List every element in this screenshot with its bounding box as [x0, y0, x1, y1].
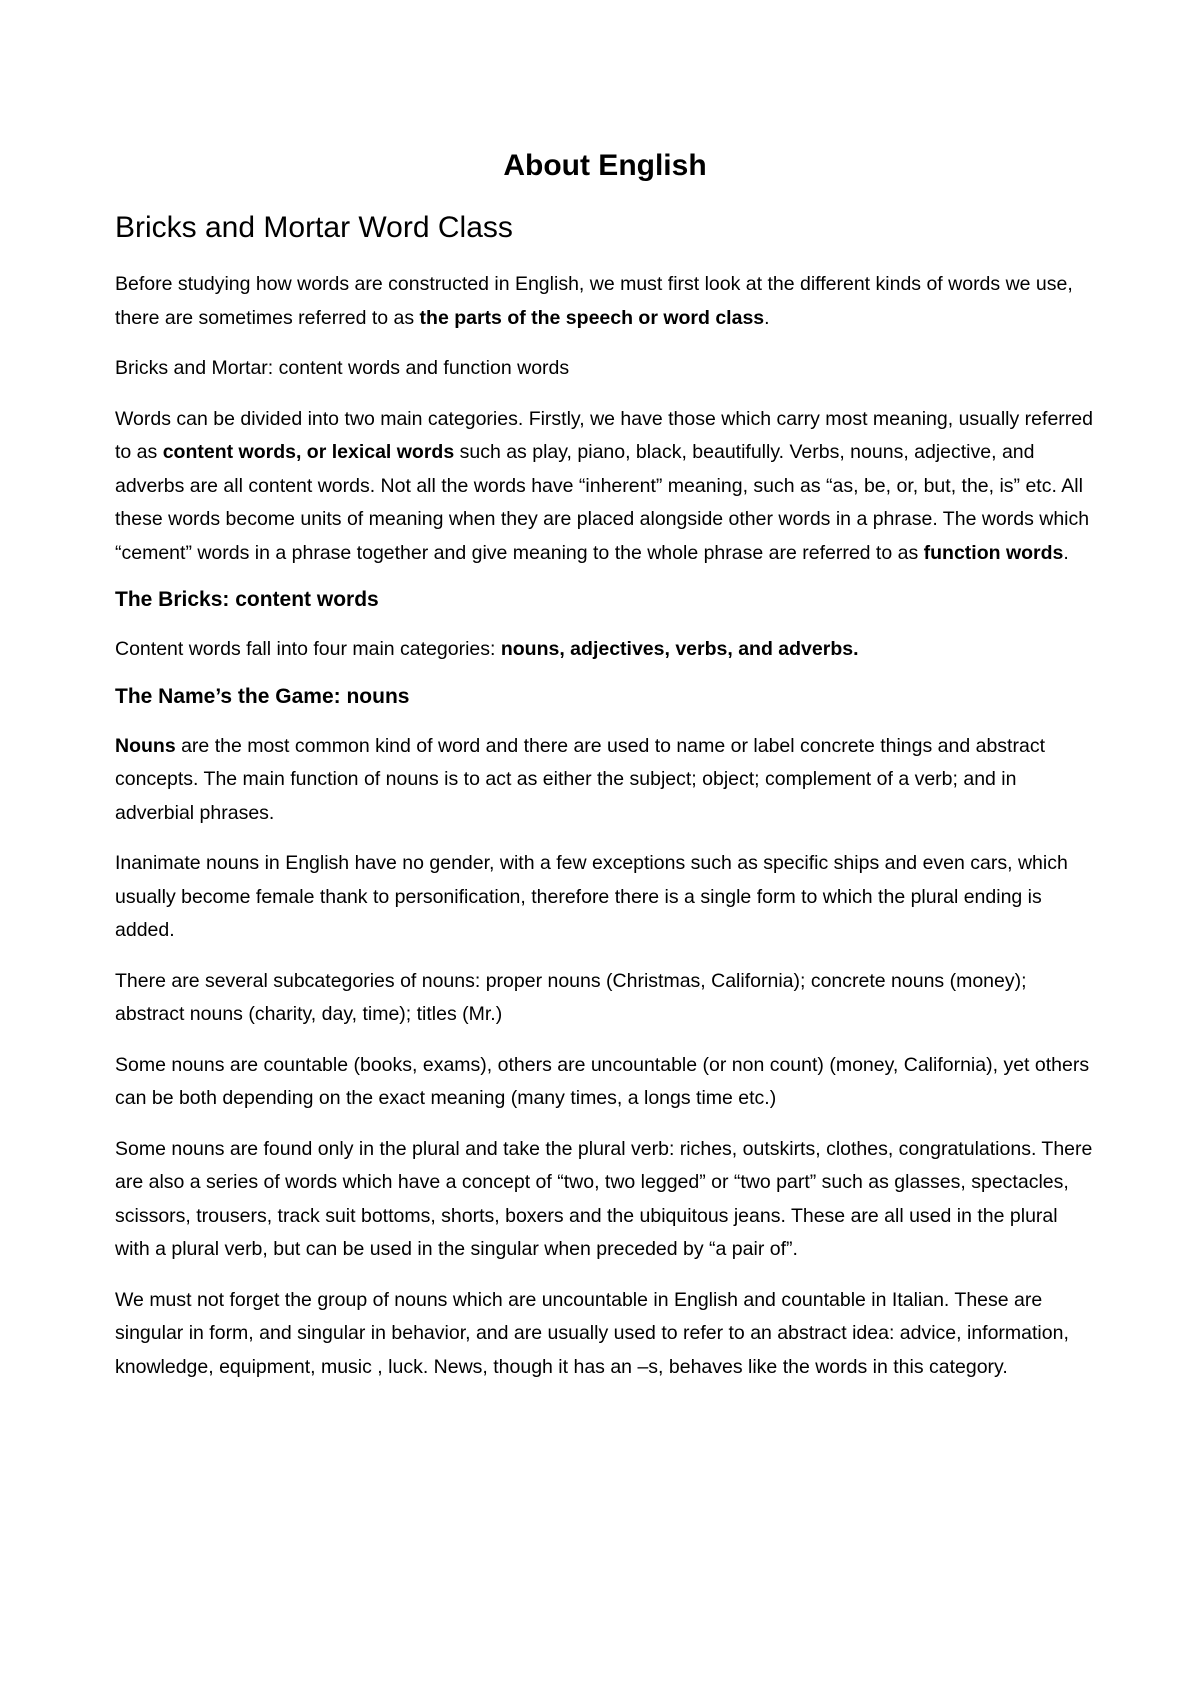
function-words-term: function words [923, 541, 1064, 564]
nouns-paragraph [115, 730, 1095, 831]
intro-text: Before studying how words are constructed in English, we must first look at the different kinds of words we use, there are sometimes referred to as [115, 273, 1073, 329]
subtitle-paragraph: Bricks and Mortar: content words and function words [115, 357, 570, 379]
plural-nouns-paragraph: Some nouns are found only in the plural and take the plural verb: riches, outskirts, clothes, congratulations. There are also a series of words which have a concept of “two, two legged” or “two part” such as glasses, spectacles, scissors, trousers, track suit bottoms, shorts, boxers and the ubiquitous jeans. These are all used in the plural with a plural verb, but can be used in the singular when preceded by “a pair of”. [115, 1137, 1093, 1260]
content-words-term: content words, or lexical words [162, 441, 455, 463]
countable-paragraph: Some nouns are countable (books, exams), others are uncountable (or non count) (money, California), yet others can be both depending on the exact meaning (many times, a longs time etc.) [115, 1053, 1090, 1109]
subcategories-paragraph: There are several subcategories of nouns: proper nouns (Christmas, California); concrete nouns (money); abstract nouns (charity, day, time); titles (Mr.) [115, 969, 1027, 1025]
content-words-text: Content words fall into four main categories: [115, 638, 501, 660]
categories-text-2: such as play, piano, black, beautifully. Verbs, nouns, adjective, and adverbs are all content words. Not all the words have “inherent” meaning, such as “as, be, or, but, the, is” etc. All these words become units of meaning when they are placed alongside other words in a phrase. The words which “cement” words in a phrase together and give meaning to the whole phrase are referred to as [115, 441, 1090, 564]
categories-paragraph [115, 403, 1095, 571]
intro-paragraph [115, 268, 1095, 335]
document-title: About English [503, 149, 707, 182]
section-heading: Bricks and Mortar Word Class [115, 211, 513, 244]
document-page [115, 140, 1095, 1401]
categories-period: . [1063, 541, 1069, 564]
nouns-heading: The Name’s the Game: nouns [115, 684, 410, 708]
uncountable-paragraph: We must not forget the group of nouns which are uncountable in English and countable in Italian. These are singular in form, and singular in behavior, and are usually used to refer to an abstract idea: advice, information, knowledge, equipment, music , luck. News, though it has an –s, behaves like the words in this category. [115, 1288, 1069, 1378]
categories-text-1: Words can be divided into two main categories. Firstly, we have those which carry most meaning, usually referred to as [115, 407, 1093, 463]
intro-bold-term: the parts of the speech or word class [419, 306, 765, 329]
content-words-list: nouns, adjectives, verbs, and adverbs. [500, 638, 859, 660]
intro-period: . [764, 306, 770, 329]
content-words-paragraph [115, 633, 1095, 667]
nouns-term: Nouns [115, 734, 176, 757]
inanimate-nouns-paragraph: Inanimate nouns in English have no gender, with a few exceptions such as specific ships and even cars, which usually become female thank to personification, therefore there is a single form to which the plural ending is added. [115, 852, 1068, 941]
nouns-text: are the most common kind of word and there are used to name or label concrete things and abstract concepts. The main function of nouns is to act as either the subject; object; complement of a verb; and in adverbial phrases. [115, 734, 1045, 824]
bricks-heading: The Bricks: content words [115, 588, 379, 611]
